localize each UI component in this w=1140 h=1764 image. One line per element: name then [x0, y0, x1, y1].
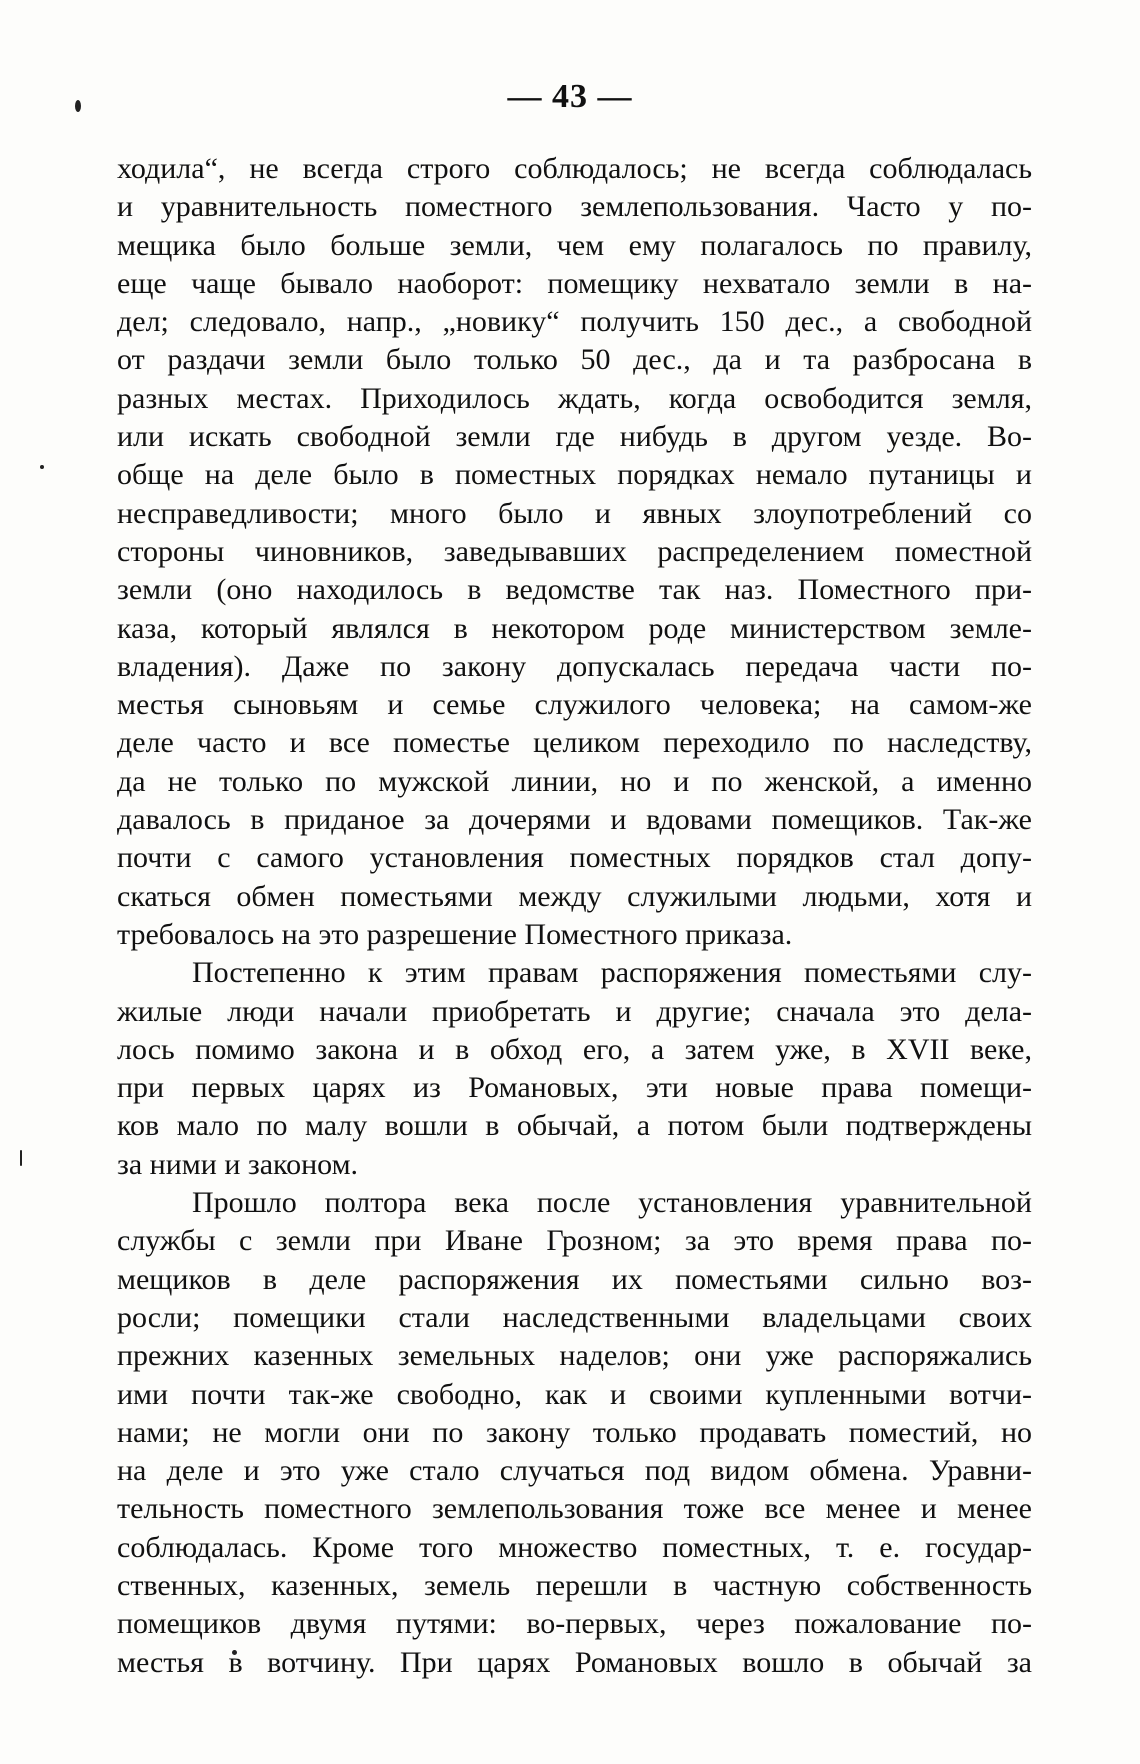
paragraph-2 [117, 954, 1032, 1184]
text-line: да не только по мужской линии, но и по женской, а именно [117, 764, 1032, 798]
text-line: соблюдалась. Кроме того множество поместных, т. е. государ- [117, 1530, 1032, 1564]
text-line: местья сыновьям и семье служилого человека; на самом-же [117, 688, 1032, 722]
text-line: обще на деле было в поместных порядках немало путаницы и [117, 458, 1032, 492]
text-line: ходила“, не всегда строго соблюдалось; не всегда соблюдалась [117, 152, 1032, 185]
print-speck [20, 1150, 22, 1166]
text-line: стороны чиновников, заведывавших распределением поместной [117, 534, 1032, 568]
text-line: прежних казенных земельных наделов; они уже распоряжались [117, 1339, 1032, 1373]
paragraph-1 [117, 150, 1032, 954]
text-line: земли (оно находилось в ведомстве так наз. Поместного при- [117, 573, 1032, 607]
text-line: почти с самого установления поместных порядков стал допу- [117, 841, 1032, 875]
text-line: несправедливости; много было и явных злоупотреблений со [117, 496, 1032, 530]
print-speck [40, 465, 44, 469]
text-line: и уравнительность поместного землепользования. Часто у по- [117, 190, 1032, 224]
text-line: росли; помещики стали наследственными владельцами своих [117, 1300, 1032, 1334]
print-speck [75, 100, 81, 112]
text-line: тельность поместного землепользования тоже все менее и менее [117, 1492, 1032, 1526]
text-line: мещиков в деле распоряжения их поместьями сильно воз- [117, 1262, 1032, 1296]
text-line: владения). Даже по закону допускалась передача части по- [117, 649, 1032, 683]
text-line: деле часто и все поместье целиком переходило по наследству, [117, 726, 1032, 760]
text-line: ственных, казенных, земель перешли в частную собственность [117, 1568, 1032, 1602]
paragraph-3 [117, 1184, 1032, 1682]
text-line: помещиков двумя путями: во-первых, через пожалование по- [117, 1607, 1032, 1641]
text-line: жилые люди начали приобретать и другие; сначала это дела- [117, 994, 1032, 1028]
text-line: службы с земли при Иване Грозном; за это время права по- [117, 1224, 1032, 1258]
page-number: — 43 — [507, 78, 633, 115]
text-line: дел; следовало, напр., „новику“ получить 150 дес., а свободной [117, 305, 1032, 339]
text-line: ков мало по малу вошли в обычай, а потом были подтверждены [117, 1109, 1032, 1143]
text-line: при первых царях из Романовых, эти новые права помещи- [117, 1071, 1032, 1105]
text-line: Постепенно к этим правам распоряжения поместьями слу- [192, 956, 1032, 990]
text-line: ими почти так-же свободно, как и своими купленными вотчи- [117, 1377, 1032, 1411]
text-line: мещика было больше земли, чем ему полагалось по правилу, [117, 228, 1032, 262]
text-line: местья в вотчину. При царях Романовых вошло в обычай за [117, 1645, 1032, 1679]
text-line: каза, который являлся в некотором роде министерством земле- [117, 611, 1032, 645]
text-line: лось помимо закона и в обход его, а затем уже, в XVII веке, [117, 1032, 1032, 1066]
text-line: требовалось на это разрешение Поместного приказа. [117, 917, 793, 951]
text-line: давалось в приданое за дочерями и вдовами помещиков. Так-же [117, 803, 1032, 837]
text-line: или искать свободной земли где нибудь в другом уезде. Во- [117, 420, 1032, 454]
text-line: на деле и это уже стало случаться под видом обмена. Уравни- [117, 1454, 1032, 1488]
text-line: нами; не могли они по закону только продавать поместий, но [117, 1415, 1032, 1449]
text-line: разных местах. Приходилось ждать, когда освободится земля, [117, 381, 1032, 415]
body-text [117, 150, 1032, 1682]
text-line: еще чаще бывало наоборот: помещику нехватало земли в на- [117, 266, 1032, 300]
text-line: за ними и законом. [117, 1147, 359, 1181]
text-line: Прошло полтора века после установления уравнительной [192, 1186, 1032, 1220]
text-line: от раздачи земли было только 50 дес., да и та разбросана в [117, 343, 1032, 377]
text-line: скаться обмен поместьями между служилыми людьми, хотя и [117, 879, 1032, 913]
